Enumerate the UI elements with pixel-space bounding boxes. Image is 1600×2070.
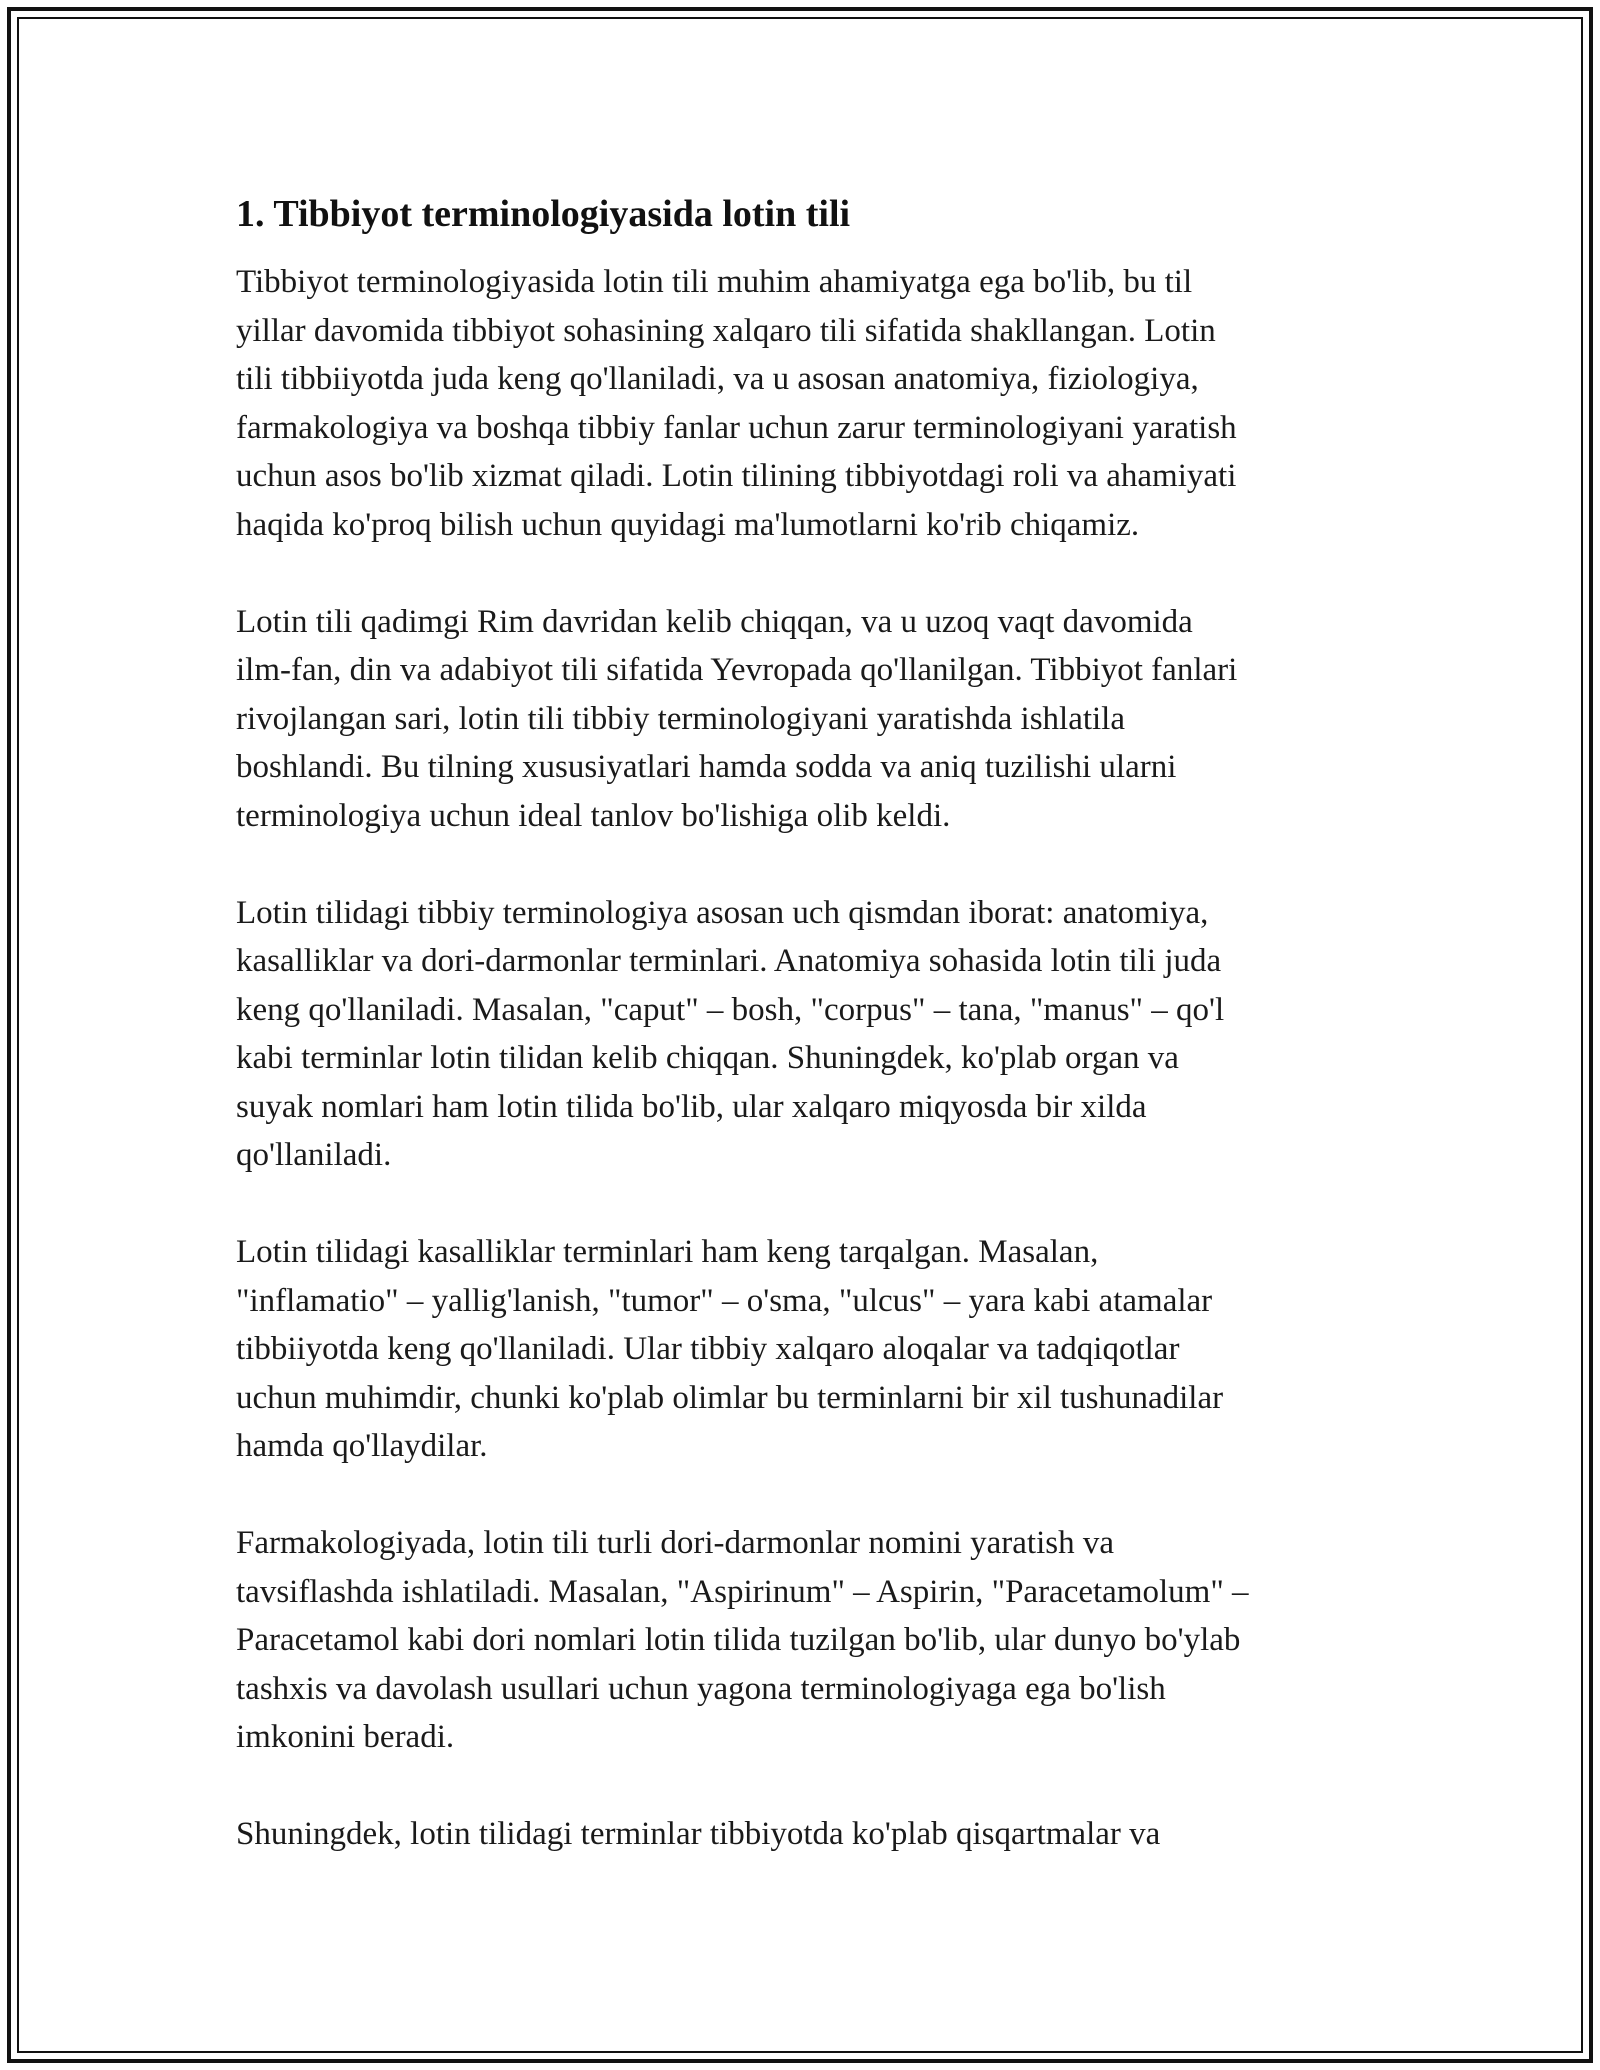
text-line: qo'llaniladi. [236,1137,392,1173]
text-line: boshlandi. Bu tilning xususiyatlari hamda sodda va aniq tuzilishi ularni [236,749,1177,785]
text-line: keng qo'llaniladi. Masalan, "caput" – bosh, "corpus" – tana, "manus" – qo'l [236,991,1225,1028]
text-line: tili tibbiiyotda juda keng qo'llaniladi, va u asosan anatomiya, fiziologiya, [236,361,1199,397]
paragraph [236,1228,1376,1471]
text-line: suyak nomlari ham lotin tilida bo'lib, ular xalqaro miqyosda bir xilda [236,1088,1147,1125]
text-line: tashxis va davolash usullari uchun yagona terminologiyaga ega bo'lish [236,1670,1166,1707]
text-line: Lotin tilidagi kasalliklar terminlari ham keng tarqalgan. Masalan, [236,1234,1099,1270]
text-line: Lotin tilidagi tibbiy terminologiya asosan uch qismdan iborat: anatomiya, [236,894,1209,931]
text-line: ilm-fan, din va adabiyot tili sifatida Yevropada qo'llanilgan. Tibbiyot fanlari [236,652,1238,688]
text-line: imkonini beradi. [236,1719,455,1755]
paragraph [236,1810,1376,1859]
text-line: farmakologiya va boshqa tibbiy fanlar uchun zarur terminologiyani yaratish [236,409,1237,446]
text-line: Tibbiyot terminologiyasida lotin tili muhim ahamiyatga ega bo'lib, bu til [236,264,1193,300]
text-line: "inflamatio" – yallig'lanish, "tumor" – o'sma, "ulcus" – yara kabi atamalar [236,1282,1213,1319]
text-line: rivojlangan sari, lotin tili tibbiy terminologiyani yaratishda ishlatila [236,700,1126,737]
text-line: tibbiiyotda keng qo'llaniladi. Ular tibbiy xalqaro aloqalar va tadqiqotlar [236,1331,1180,1367]
text-line: kabi terminlar lotin tilidan kelib chiqqan. Shuningdek, ko'plab organ va [236,1040,1179,1076]
section-heading: 1. Tibbiyot terminologiyasida lotin tili [236,193,851,235]
paragraph [236,1519,1376,1762]
text-line: hamda qo'llaydilar. [236,1428,488,1464]
text-line: kasalliklar va dori-darmonlar terminlari. Anatomiya sohasida lotin tili juda [236,943,1222,979]
paragraph [236,258,1376,549]
text-line: haqida ko'proq bilish uchun quyidagi ma'lumotlarni ko'rib chiqamiz. [236,506,1140,543]
text-line: Lotin tili qadimgi Rim davridan kelib chiqqan, va u uzoq vaqt davomida [236,603,1193,640]
text-line: uchun muhimdir, chunki ko'plab olimlar bu terminlarni bir xil tushunadilar [236,1379,1224,1416]
text-line: yillar davomida tibbiyot sohasining xalqaro tili sifatida shakllangan. Lotin [236,312,1216,349]
text-line: Farmakologiyada, lotin tili turli dori-darmonlar nomini yaratish va [236,1525,1114,1561]
text-line: Paracetamol kabi dori nomlari lotin tilida tuzilgan bo'lib, ular dunyo bo'ylab [236,1622,1241,1658]
text-line: terminologiya uchun ideal tanlov bo'lishiga olib keldi. [236,797,951,834]
paragraph [236,889,1376,1180]
text-line: Shuningdek, lotin tilidagi terminlar tibbiyotda ko'plab qisqartmalar va [236,1816,1161,1852]
text-line: uchun asos bo'lib xizmat qiladi. Lotin tilining tibbiyotdagi roli va ahamiyati [236,458,1237,494]
document-body [236,188,1376,1907]
paragraph [236,598,1376,841]
text-line: tavsiflashda ishlatiladi. Masalan, "Aspirinum" – Aspirin, "Paracetamolum" – [236,1573,1249,1610]
